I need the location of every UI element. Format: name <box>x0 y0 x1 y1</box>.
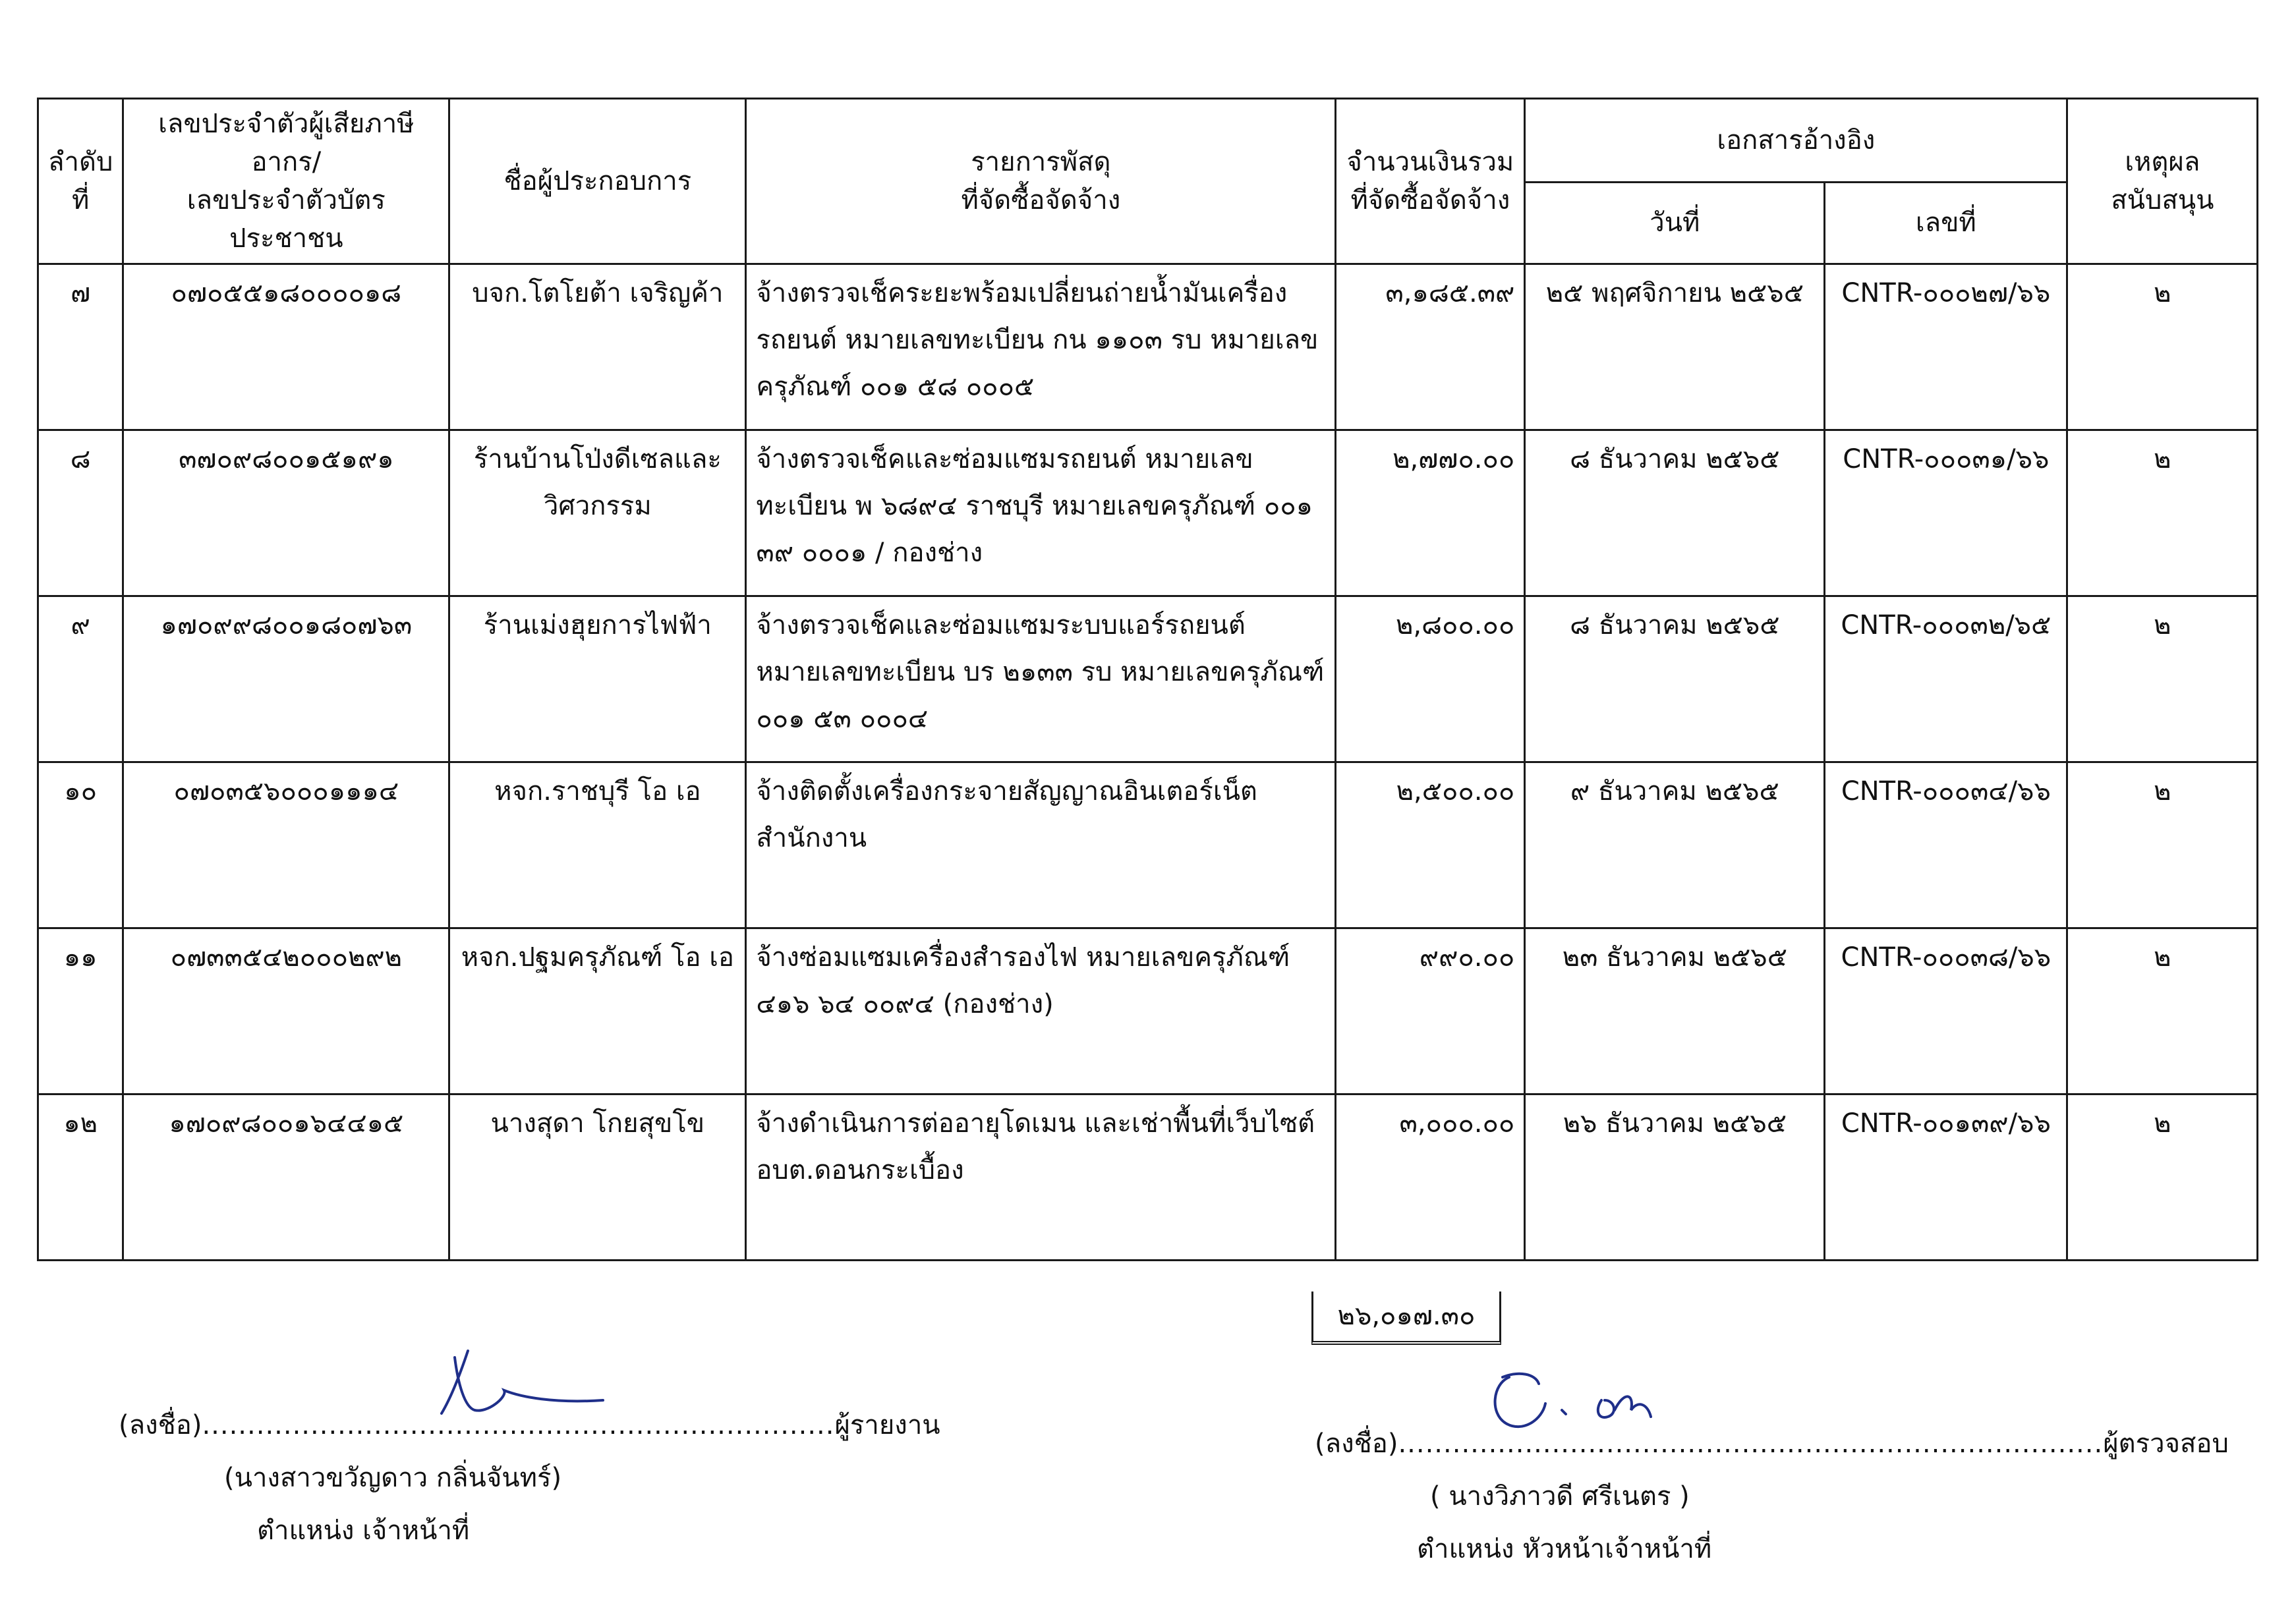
seq-cell: ๙ <box>38 596 123 762</box>
inspector-prefix: (ลงชื่อ) <box>1315 1429 1398 1459</box>
item-cell: จ้างดำเนินการต่ออายุโดเมน และเช่าพื้นที่เว็บไซต์ อบต.ดอนกระเบื้อง <box>746 1094 1336 1261</box>
amount-cell: ๒,๘๐๐.๐๐ <box>1336 596 1525 762</box>
taxid-cell: ๐๗๓๓๕๔๒๐๐๐๒๙๒ <box>123 928 449 1094</box>
item-cell: จ้างตรวจเช็คและซ่อมแซมระบบแอร์รถยนต์ หมายเลขทะเบียน บร ๒๑๓๓ รบ หมายเลขครุภัณฑ์ ๐๐๑ ๕๓ ๐๐๐๔ <box>746 596 1336 762</box>
header-taxid <box>123 99 449 264</box>
item-cell: จ้างซ่อมแซมเครื่องสำรองไฟ หมายเลขครุภัณฑ์ ๔๑๖ ๖๔ ๐๐๙๔ (กองช่าง) <box>746 928 1336 1094</box>
item-cell: จ้างตรวจเช็คระยะพร้อมเปลี่ยนถ่ายน้ำมันเครื่องรถยนต์ หมายเลขทะเบียน กน ๑๑๐๓ รบ หมายเลขครุภัณฑ์ ๐๐๑ ๕๘ ๐๐๐๕ <box>746 264 1336 430</box>
table-row <box>38 1094 2258 1261</box>
seq-cell: ๑๐ <box>38 762 123 928</box>
taxid-cell: ๐๗๐๕๕๑๘๐๐๐๐๑๘ <box>123 264 449 430</box>
reporter-position: ตำแหน่ง เจ้าหน้าที่ <box>257 1516 470 1546</box>
header-refdocs: เอกสารอ้างอิง <box>1525 99 2067 183</box>
header-taxid-line1: เลขประจำตัวผู้เสียภาษีอากร/ <box>158 109 415 177</box>
reporter-dots: ...................................................................... <box>202 1410 835 1440</box>
date-cell: ๒๖ ธันวาคม ๒๕๖๕ <box>1525 1094 1825 1261</box>
amount-cell: ๙๙๐.๐๐ <box>1336 928 1525 1094</box>
table-row <box>38 928 2258 1094</box>
seq-cell: ๑๑ <box>38 928 123 1094</box>
reason-cell: ๒ <box>2067 596 2258 762</box>
docno-cell: CNTR-๐๐๐๓๘/๖๖ <box>1825 928 2067 1094</box>
header-seq: ลำดับที่ <box>38 99 123 264</box>
taxid-cell: ๓๗๐๙๘๐๐๑๕๑๙๑ <box>123 430 449 596</box>
amount-cell: ๒,๕๐๐.๐๐ <box>1336 762 1525 928</box>
date-cell: ๙ ธันวาคม ๒๕๖๕ <box>1525 762 1825 928</box>
inspector-signature-line <box>1315 1422 2229 1464</box>
date-cell: ๘ ธันวาคม ๒๕๖๕ <box>1525 596 1825 762</box>
header-items <box>746 99 1336 264</box>
docno-cell: CNTR-๐๐๐๓๑/๖๖ <box>1825 430 2067 596</box>
header-vendor: ชื่อผู้ประกอบการ <box>449 99 746 264</box>
reason-cell: ๒ <box>2067 264 2258 430</box>
table-row <box>38 430 2258 596</box>
header-reason: เหตุผลสนับสนุน <box>2067 99 2258 264</box>
header-number: เลขที่ <box>1825 182 2067 264</box>
reporter-handwritten-signature <box>428 1344 613 1423</box>
inspector-role: ผู้ตรวจสอบ <box>2103 1429 2229 1459</box>
grand-total: ๒๖,๐๑๗.๓๐ <box>1311 1292 1501 1345</box>
item-cell: จ้างติดตั้งเครื่องกระจายสัญญาณอินเตอร์เน็ตสำนักงาน <box>746 762 1336 928</box>
amount-cell: ๓,๑๘๕.๓๙ <box>1336 264 1525 430</box>
docno-cell: CNTR-๐๐๑๓๙/๖๖ <box>1825 1094 2067 1261</box>
procurement-table <box>37 98 2258 1261</box>
header-date: วันที่ <box>1525 182 1825 264</box>
vendor-cell: ร้านบ้านโป่งดีเซลและวิศวกรรม <box>449 430 746 596</box>
inspector-dots: .............................................................................. <box>1398 1429 2104 1459</box>
reporter-role: ผู้รายงาน <box>834 1410 940 1440</box>
item-cell: จ้างตรวจเช็คและซ่อมแซมรถยนต์ หมายเลขทะเบียน พ ๖๘๙๔ ราชบุรี หมายเลขครุภัณฑ์ ๐๐๑ ๓๙ ๐๐๐๑ / กองช่าง <box>746 430 1336 596</box>
reason-cell: ๒ <box>2067 762 2258 928</box>
vendor-cell: หจก.ปฐมครุภัณฑ์ โอ เอ <box>449 928 746 1094</box>
inspector-position: ตำแหน่ง หัวหน้าเจ้าหน้าที่ <box>1417 1534 1712 1564</box>
taxid-cell: ๐๗๐๓๕๖๐๐๐๑๑๑๔ <box>123 762 449 928</box>
vendor-cell: บจก.โตโยต้า เจริญค้า <box>449 264 746 430</box>
table-row <box>38 264 2258 430</box>
docno-cell: CNTR-๐๐๐๓๒/๖๕ <box>1825 596 2067 762</box>
seq-cell: ๘ <box>38 430 123 596</box>
amount-cell: ๓,๐๐๐.๐๐ <box>1336 1094 1525 1261</box>
vendor-cell: หจก.ราชบุรี โอ เอ <box>449 762 746 928</box>
date-cell: ๒๕ พฤศจิกายน ๒๕๖๕ <box>1525 264 1825 430</box>
date-cell: ๒๓ ธันวาคม ๒๕๖๕ <box>1525 928 1825 1094</box>
taxid-cell: ๑๗๐๙๘๐๐๑๖๔๔๑๕ <box>123 1094 449 1261</box>
taxid-cell: ๑๗๐๙๙๘๐๐๑๘๐๗๖๓ <box>123 596 449 762</box>
inspector-handwritten-signature <box>1483 1364 1680 1443</box>
header-amount-line1: จำนวนเงินรวม <box>1346 147 1514 177</box>
header-amount-line2: ที่จัดซื้อจัดจ้าง <box>1350 185 1510 215</box>
reporter-prefix: (ลงชื่อ) <box>119 1410 202 1440</box>
header-items-line2: ที่จัดซื้อจัดจ้าง <box>961 185 1121 215</box>
vendor-cell: นางสุดา โกยสุขโข <box>449 1094 746 1261</box>
reason-cell: ๒ <box>2067 928 2258 1094</box>
header-items-line1: รายการพัสดุ <box>971 147 1111 177</box>
table-row <box>38 762 2258 928</box>
header-amount <box>1336 99 1525 264</box>
reason-cell: ๒ <box>2067 430 2258 596</box>
reporter-name: (นางสาวขวัญดาว กลิ่นจันทร์) <box>224 1463 562 1493</box>
docno-cell: CNTR-๐๐๐๓๔/๖๖ <box>1825 762 2067 928</box>
header-taxid-line2: เลขประจำตัวบัตรประชาชน <box>187 185 386 254</box>
seq-cell: ๑๒ <box>38 1094 123 1261</box>
reason-cell: ๒ <box>2067 1094 2258 1261</box>
date-cell: ๘ ธันวาคม ๒๕๖๕ <box>1525 430 1825 596</box>
table-row <box>38 596 2258 762</box>
vendor-cell: ร้านเม่งฮุยการไฟฟ้า <box>449 596 746 762</box>
inspector-name: ( นางวิภาวดี ศรีเนตร ) <box>1430 1481 1690 1512</box>
docno-cell: CNTR-๐๐๐๒๗/๖๖ <box>1825 264 2067 430</box>
seq-cell: ๗ <box>38 264 123 430</box>
amount-cell: ๒,๗๗๐.๐๐ <box>1336 430 1525 596</box>
